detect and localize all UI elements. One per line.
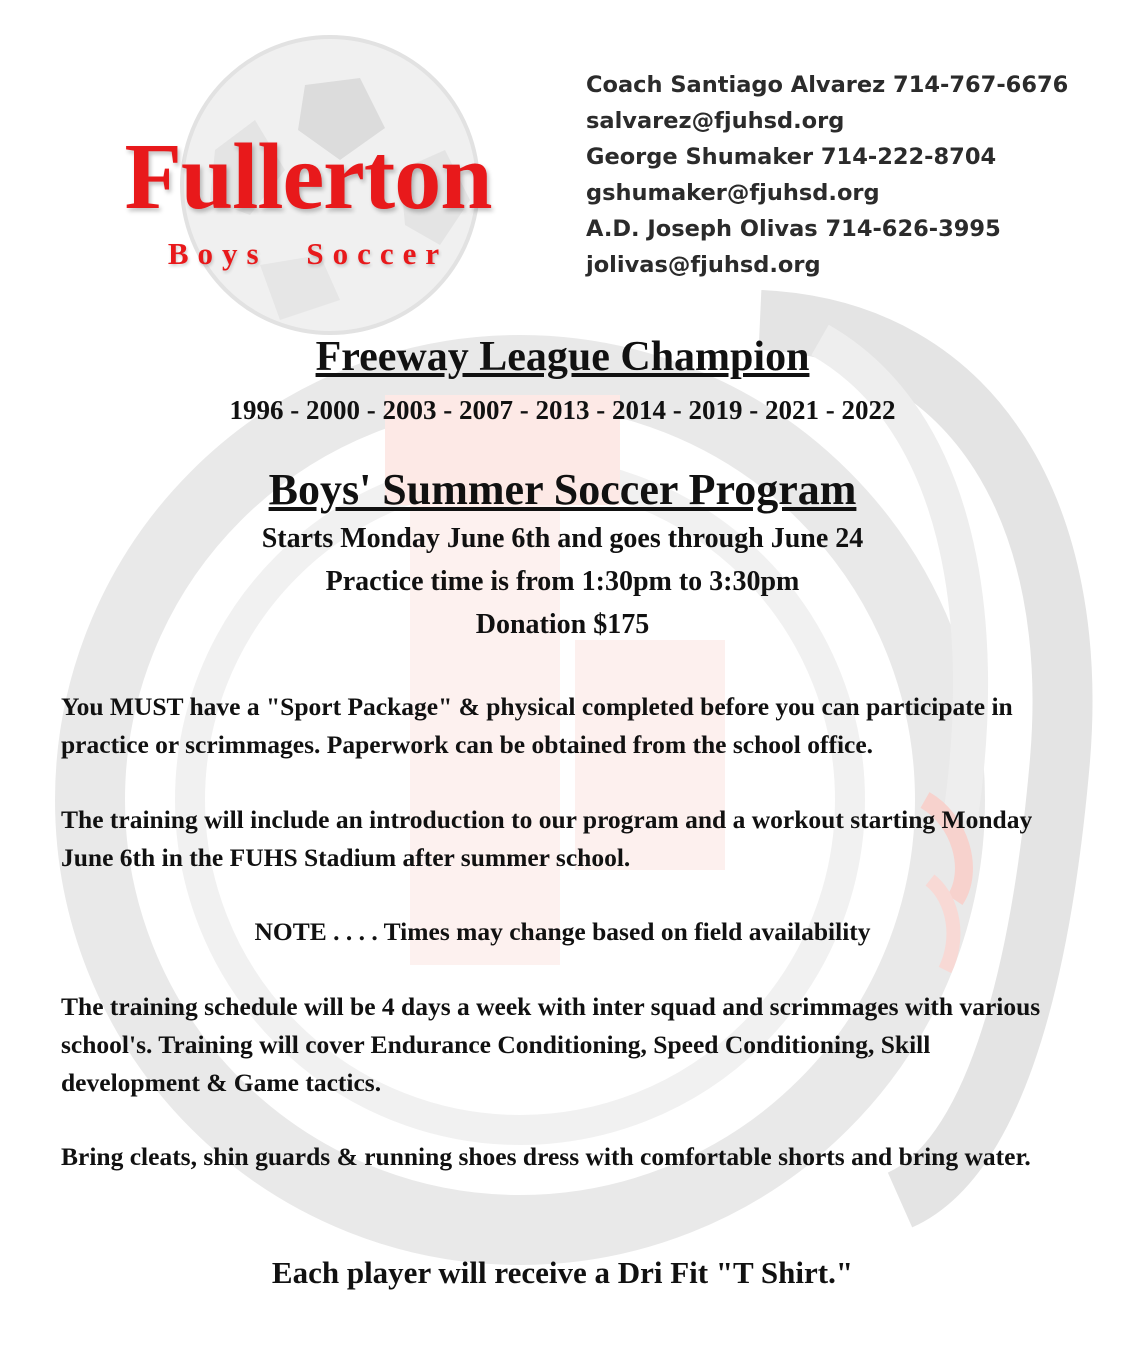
program-time: Practice time is from 1:30pm to 3:30pm [325, 566, 800, 597]
program-heading: Boys' Summer Soccer Program [268, 465, 857, 514]
contact-athletic-director: A.D. Joseph Olivas 714-626-3995 [586, 216, 1001, 242]
program-dates: Starts Monday June 6th and goes through June 24 [261, 523, 864, 554]
logo-subtitle: Boys Soccer [167, 236, 449, 271]
program-details [0, 517, 1125, 646]
champion-years: 1996 - 2000 - 2003 - 2007 - 2013 - 2014 - 2019 - 2021 - 2022 [229, 395, 896, 425]
contact-list [586, 67, 1106, 283]
contact-assistant-email: gshumaker@fjuhsd.org [586, 180, 880, 206]
program-donation: Donation $175 [475, 609, 650, 640]
contact-coach: Coach Santiago Alvarez 714-767-6676 [586, 72, 1069, 98]
note-line: NOTE . . . . Times may change based on field availability [254, 917, 871, 946]
requirement-paragraph: You MUST have a "Sport Package" & physical completed before you can participate in practice or scrimmages. Paperwork can be obtained from the school office. [61, 692, 1013, 759]
contact-assistant: George Shumaker 714-222-8704 [586, 144, 997, 170]
closing-line: Each player will receive a Dri Fit "T Shirt." [271, 1255, 854, 1290]
contact-coach-email: salvarez@fjuhsd.org [586, 108, 845, 134]
logo-title: Fullerton [124, 125, 492, 229]
intro-paragraph: The training will include an introduction to our program and a workout starting Monday June 6th in the FUHS Stadium after summer school. [61, 805, 1033, 872]
champion-heading: Freeway League Champion [315, 334, 810, 380]
bring-paragraph: Bring cleats, shin guards & running shoes dress with comfortable shorts and bring water. [61, 1142, 1031, 1171]
contact-athletic-director-email: jolivas@fjuhsd.org [586, 252, 821, 278]
schedule-paragraph: The training schedule will be 4 days a week with inter squad and scrimmages with various school's. Training will cover Endurance Conditioning, Speed Conditioning, Skill development & Game tactics. [61, 992, 1041, 1097]
